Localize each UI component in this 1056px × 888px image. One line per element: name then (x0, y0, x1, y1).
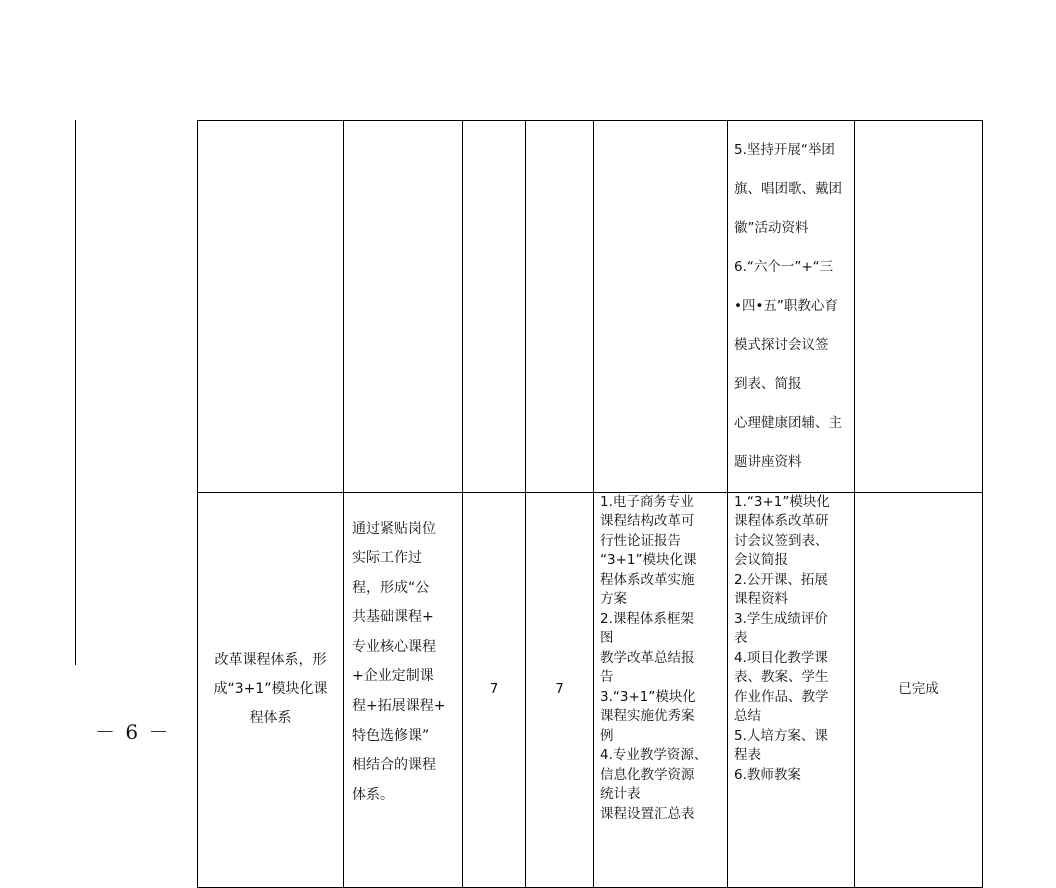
status-cell (855, 121, 983, 493)
outcome-cell (594, 121, 728, 493)
evidence-cell (728, 121, 855, 493)
table-row (198, 121, 983, 493)
left-margin-line (75, 120, 76, 665)
table-row (198, 492, 983, 887)
progress-table (197, 120, 983, 888)
task-cell (198, 121, 344, 493)
measure-cell: 通过紧贴岗位 实际工作过 程，形成“公 共基础课程+ 专业核心课程 +企业定制课 程+拓展课程+ 特色选修课” 相结合的课程 体系。 (344, 492, 463, 887)
planned-count: 7 (463, 492, 526, 887)
evidence-text: 5.坚持开展“举团 旗、唱团歌、戴团 徽”活动资料 6.“六个一”+“三 •四•五”职教心育 模式探讨会议签 到表、简报 心理健康团辅、主 题讲座资料 (734, 141, 842, 470)
completed-cell (526, 121, 594, 493)
outcome-cell: 1.电子商务专业 课程结构改革可 行性论证报告 “3+1”模块化课 程体系改革实施 方案 2.课程体系框架 图 教学改革总结报 告 3.“3+1”模块化 课程实施优秀案 例 4.专业教学资源、 信息化教学资源 统计表 课程设置汇总表 (594, 492, 728, 887)
completed-count: 7 (526, 492, 594, 887)
task-cell: 改革课程体系，形 成“3+1”模块化课 程体系 (198, 492, 344, 887)
measure-cell (344, 121, 463, 493)
evidence-cell: 1.“3+1”模块化 课程体系改革研 讨会议签到表、 会议简报 2.公开课、拓展 课程资料 3.学生成绩评价 表 4.项目化教学课 表、教案、学生 作业作品、教学 总结 5.人培方案、课 程表 6.教师教案 (728, 492, 855, 887)
page-number: － 6 － (95, 720, 171, 744)
status-cell: 已完成 (855, 492, 983, 887)
planned-cell (463, 121, 526, 493)
